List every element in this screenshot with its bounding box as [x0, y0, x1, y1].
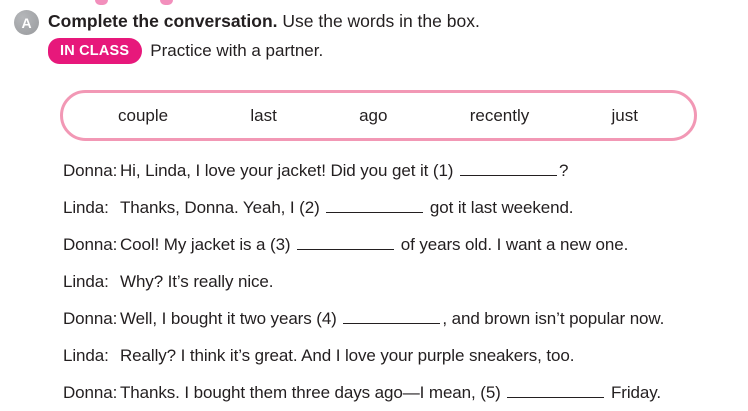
dialogue-row	[63, 152, 743, 189]
instruction-line	[48, 11, 480, 32]
speaker-label: Linda:	[63, 272, 109, 291]
cropped-pink-fragment	[95, 0, 108, 5]
cropped-pink-fragment	[160, 0, 173, 5]
dialogue	[63, 152, 743, 411]
dialogue-row	[63, 189, 743, 226]
dialogue-row	[63, 300, 743, 337]
dialogue-text: , and brown isn’t popular now.	[442, 309, 665, 328]
answer-blank[interactable]	[507, 385, 604, 398]
dialogue-text: Well, I bought it two years (4)	[120, 309, 342, 328]
dialogue-text: ?	[559, 161, 569, 180]
in-class-line	[48, 38, 323, 64]
dialogue-row	[63, 337, 743, 374]
answer-blank[interactable]	[326, 200, 423, 213]
dialogue-row	[63, 226, 743, 263]
dialogue-text: Friday.	[606, 383, 661, 402]
dialogue-text: Thanks. I bought them three days ago—I mean, (5)	[120, 383, 506, 402]
section-a-badge: A	[14, 10, 39, 35]
in-class-badge: IN CLASS	[48, 38, 142, 64]
answer-blank[interactable]	[460, 163, 557, 176]
dialogue-text: got it last weekend.	[425, 198, 574, 217]
dialogue-text: Why? It’s really nice.	[120, 272, 274, 291]
word-box-word: just	[611, 105, 638, 125]
instruction-rest: Use the words in the box.	[277, 11, 480, 31]
speaker-label: Linda:	[63, 346, 109, 365]
dialogue-row	[63, 374, 743, 411]
dialogue-text: of years old. I want a new one.	[396, 235, 629, 254]
speaker-label: Donna:	[63, 161, 118, 180]
word-box-word: last	[250, 105, 277, 125]
answer-blank[interactable]	[297, 237, 394, 250]
speaker-label: Donna:	[63, 383, 118, 402]
word-box	[60, 90, 697, 141]
dialogue-text: Cool! My jacket is a (3)	[120, 235, 296, 254]
dialogue-text: Really? I think it’s great. And I love your purple sneakers, too.	[120, 346, 575, 365]
speaker-label: Donna:	[63, 309, 118, 328]
speaker-label: Linda:	[63, 198, 109, 217]
word-box-word: couple	[118, 105, 169, 125]
word-box-word: ago	[359, 105, 388, 125]
answer-blank[interactable]	[343, 311, 440, 324]
speaker-label: Donna:	[63, 235, 118, 254]
instruction-title: Complete the conversation.	[48, 11, 278, 31]
word-box-word: recently	[469, 105, 530, 125]
in-class-text: Practice with a partner.	[150, 41, 324, 60]
dialogue-text: Hi, Linda, I love your jacket! Did you get it (1)	[120, 161, 458, 180]
dialogue-text: Thanks, Donna. Yeah, I (2)	[120, 198, 325, 217]
dialogue-row	[63, 263, 743, 300]
